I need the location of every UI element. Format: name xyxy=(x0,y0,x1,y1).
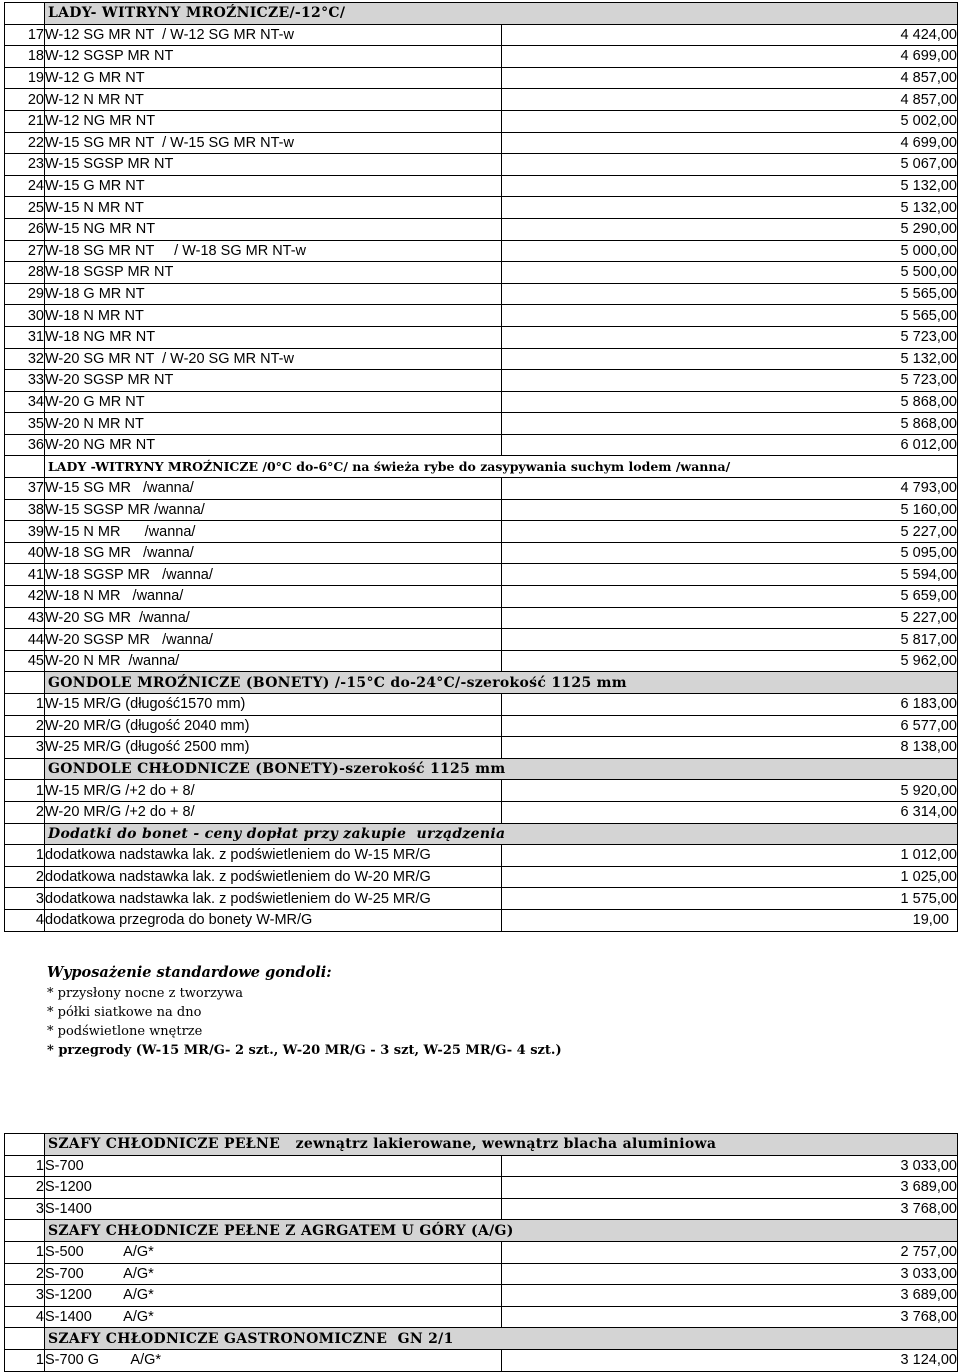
item-name: W-20 SG MR /wanna/ xyxy=(45,607,502,629)
item-price: 19,00 xyxy=(501,909,958,931)
item-name: W-18 SGSP MR NT xyxy=(45,262,502,284)
table-row xyxy=(5,888,958,910)
item-price: 5 067,00 xyxy=(501,154,958,176)
item-number: 3 xyxy=(5,888,45,910)
item-number: 1 xyxy=(5,1349,45,1371)
item-price: 5 000,00 xyxy=(501,240,958,262)
item-name: W-20 SGSP MR /wanna/ xyxy=(45,629,502,651)
table-row xyxy=(5,240,958,262)
table-row xyxy=(5,326,958,348)
section-header-blank xyxy=(5,456,45,478)
table-row xyxy=(5,694,958,716)
section-header-row xyxy=(5,1220,958,1242)
item-name: W-25 MR/G (długość 2500 mm) xyxy=(45,737,502,759)
item-price: 4 857,00 xyxy=(501,89,958,111)
item-number: 30 xyxy=(5,305,45,327)
item-price: 4 857,00 xyxy=(501,67,958,89)
table-row xyxy=(5,478,958,500)
item-price: 5 160,00 xyxy=(501,499,958,521)
item-price: 5 868,00 xyxy=(501,413,958,435)
item-number: 25 xyxy=(5,197,45,219)
section-title: GONDOLE MROŹNICZE (BONETY) /-15°C do-24°C/-szerokość 1125 mm xyxy=(45,672,958,694)
item-price: 5 817,00 xyxy=(501,629,958,651)
standard-equipment-notes xyxy=(47,964,562,1062)
table-row xyxy=(5,89,958,111)
section-header-blank xyxy=(5,672,45,694)
item-name: dodatkowa nadstawka lak. z podświetleniem do W-15 MR/G xyxy=(45,845,502,867)
section-title: Dodatki do bonet - ceny dopłat przy zakupie urządzenia xyxy=(45,823,958,845)
table-row xyxy=(5,629,958,651)
table-row xyxy=(5,1241,958,1263)
item-name: dodatkowa nadstawka lak. z podświetleniem do W-20 MR/G xyxy=(45,866,502,888)
item-number: 2 xyxy=(5,1263,45,1285)
item-number: 2 xyxy=(5,866,45,888)
item-price: 3 124,00 xyxy=(501,1349,958,1371)
table-row xyxy=(5,434,958,456)
item-number: 43 xyxy=(5,607,45,629)
section-header-row xyxy=(5,3,958,25)
item-price: 5 227,00 xyxy=(501,607,958,629)
section-header-row xyxy=(5,758,958,780)
item-name: W-15 N MR /wanna/ xyxy=(45,521,502,543)
table-row xyxy=(5,1349,958,1371)
section-header-blank xyxy=(5,1328,45,1350)
item-price: 3 689,00 xyxy=(501,1177,958,1199)
item-number: 41 xyxy=(5,564,45,586)
notes-line: * podświetlone wnętrze xyxy=(47,1024,203,1039)
table-row xyxy=(5,218,958,240)
item-number: 22 xyxy=(5,132,45,154)
item-price: 5 095,00 xyxy=(501,542,958,564)
item-price: 5 962,00 xyxy=(501,650,958,672)
item-name: W-15 MR/G /+2 do + 8/ xyxy=(45,780,502,802)
item-price: 5 723,00 xyxy=(501,370,958,392)
item-number: 1 xyxy=(5,780,45,802)
section-title: SZAFY CHŁODNICZE PEŁNE zewnątrz lakierowane, wewnątrz blacha aluminiowa xyxy=(45,1134,958,1156)
item-number: 2 xyxy=(5,801,45,823)
item-name: S-1200 xyxy=(45,1177,502,1199)
item-name: W-15 NG MR NT xyxy=(45,218,502,240)
item-name: W-15 SG MR NT / W-15 SG MR NT-w xyxy=(45,132,502,154)
item-name: W-12 SGSP MR NT xyxy=(45,46,502,68)
item-number: 1 xyxy=(5,845,45,867)
item-number: 34 xyxy=(5,391,45,413)
table-row xyxy=(5,262,958,284)
item-price: 6 314,00 xyxy=(501,801,958,823)
notes-title: Wyposażenie standardowe gondoli: xyxy=(47,964,332,981)
table-row xyxy=(5,1177,958,1199)
notes-line: * przysłony nocne z tworzywa xyxy=(47,986,244,1001)
table-row xyxy=(5,413,958,435)
table-row xyxy=(5,1306,958,1328)
notes-line: * przegrody (W-15 MR/G- 2 szt., W-20 MR/G - 3 szt, W-25 MR/G- 4 szt.) xyxy=(47,1043,562,1058)
item-price: 5 132,00 xyxy=(501,175,958,197)
item-price: 4 793,00 xyxy=(501,478,958,500)
item-name: W-18 SGSP MR /wanna/ xyxy=(45,564,502,586)
table-row xyxy=(5,1198,958,1220)
item-price: 5 659,00 xyxy=(501,586,958,608)
item-price: 4 699,00 xyxy=(501,132,958,154)
item-number: 36 xyxy=(5,434,45,456)
section-header-row xyxy=(5,1134,958,1156)
table-row xyxy=(5,737,958,759)
item-name: W-15 SG MR /wanna/ xyxy=(45,478,502,500)
item-number: 31 xyxy=(5,326,45,348)
item-price: 5 227,00 xyxy=(501,521,958,543)
notes-line: * półki siatkowe na dno xyxy=(47,1005,202,1020)
item-name: W-18 NG MR NT xyxy=(45,326,502,348)
item-name: W-15 SGSP MR NT xyxy=(45,154,502,176)
item-number: 45 xyxy=(5,650,45,672)
item-price: 1 025,00 xyxy=(501,866,958,888)
table-row xyxy=(5,564,958,586)
item-price: 5 132,00 xyxy=(501,348,958,370)
table-row xyxy=(5,370,958,392)
item-price: 5 500,00 xyxy=(501,262,958,284)
item-name: S-1400 xyxy=(45,1198,502,1220)
item-price: 8 138,00 xyxy=(501,737,958,759)
item-number: 2 xyxy=(5,715,45,737)
table-row xyxy=(5,780,958,802)
section-title: GONDOLE CHŁODNICZE (BONETY)-szerokość 1125 mm xyxy=(45,758,958,780)
item-price: 3 033,00 xyxy=(501,1263,958,1285)
table-row xyxy=(5,499,958,521)
item-name: W-20 NG MR NT xyxy=(45,434,502,456)
item-price: 6 183,00 xyxy=(501,694,958,716)
section-title: LADY- WITRYNY MROŹNICZE/-12°C/ xyxy=(45,3,958,25)
section-header-row xyxy=(5,456,958,478)
section-header-row xyxy=(5,672,958,694)
item-price: 5 565,00 xyxy=(501,305,958,327)
item-number: 4 xyxy=(5,1306,45,1328)
item-price: 5 868,00 xyxy=(501,391,958,413)
table-row xyxy=(5,175,958,197)
item-name: S-700 G A/G* xyxy=(45,1349,502,1371)
item-price: 1 012,00 xyxy=(501,845,958,867)
table-row xyxy=(5,909,958,931)
item-name: S-500 A/G* xyxy=(45,1241,502,1263)
item-price: 5 723,00 xyxy=(501,326,958,348)
item-number: 19 xyxy=(5,67,45,89)
item-name: dodatkowa nadstawka lak. z podświetleniem do W-25 MR/G xyxy=(45,888,502,910)
item-number: 35 xyxy=(5,413,45,435)
item-price: 4 424,00 xyxy=(501,24,958,46)
item-number: 26 xyxy=(5,218,45,240)
item-name: W-15 SGSP MR /wanna/ xyxy=(45,499,502,521)
item-name: W-12 N MR NT xyxy=(45,89,502,111)
item-number: 4 xyxy=(5,909,45,931)
item-name: W-18 G MR NT xyxy=(45,283,502,305)
item-number: 3 xyxy=(5,737,45,759)
item-name: W-20 G MR NT xyxy=(45,391,502,413)
item-name: W-18 SG MR /wanna/ xyxy=(45,542,502,564)
table-row xyxy=(5,1285,958,1307)
item-price: 6 012,00 xyxy=(501,434,958,456)
item-name: W-18 N MR /wanna/ xyxy=(45,586,502,608)
table-row xyxy=(5,67,958,89)
table-row xyxy=(5,197,958,219)
section-title: SZAFY CHŁODNICZE GASTRONOMICZNE GN 2/1 xyxy=(45,1328,958,1350)
table-row xyxy=(5,24,958,46)
item-name: S-700 xyxy=(45,1155,502,1177)
table-row xyxy=(5,607,958,629)
table-row xyxy=(5,283,958,305)
item-name: W-12 NG MR NT xyxy=(45,110,502,132)
item-name: W-18 SG MR NT / W-18 SG MR NT-w xyxy=(45,240,502,262)
price-table-cabinets xyxy=(4,1133,958,1372)
item-number: 28 xyxy=(5,262,45,284)
item-number: 42 xyxy=(5,586,45,608)
item-price: 5 565,00 xyxy=(501,283,958,305)
table-row xyxy=(5,866,958,888)
table-row xyxy=(5,586,958,608)
item-number: 1 xyxy=(5,694,45,716)
table-row xyxy=(5,1263,958,1285)
table-row xyxy=(5,542,958,564)
table-row xyxy=(5,132,958,154)
item-number: 40 xyxy=(5,542,45,564)
item-number: 37 xyxy=(5,478,45,500)
section-header-blank xyxy=(5,3,45,25)
table-row xyxy=(5,348,958,370)
section-header-row xyxy=(5,823,958,845)
table-row xyxy=(5,391,958,413)
item-number: 20 xyxy=(5,89,45,111)
item-number: 27 xyxy=(5,240,45,262)
item-name: W-15 MR/G (długość1570 mm) xyxy=(45,694,502,716)
section-header-blank xyxy=(5,758,45,780)
item-name: dodatkowa przegroda do bonety W-MR/G xyxy=(45,909,502,931)
section-header-blank xyxy=(5,823,45,845)
item-price: 3 033,00 xyxy=(501,1155,958,1177)
item-number: 1 xyxy=(5,1155,45,1177)
table-row xyxy=(5,154,958,176)
item-price: 3 768,00 xyxy=(501,1306,958,1328)
item-number: 39 xyxy=(5,521,45,543)
item-number: 17 xyxy=(5,24,45,46)
item-name: S-1200 A/G* xyxy=(45,1285,502,1307)
section-header-blank xyxy=(5,1134,45,1156)
item-price: 5 290,00 xyxy=(501,218,958,240)
item-price: 3 768,00 xyxy=(501,1198,958,1220)
item-price: 2 757,00 xyxy=(501,1241,958,1263)
item-number: 3 xyxy=(5,1198,45,1220)
section-header-row xyxy=(5,1328,958,1350)
item-price: 5 002,00 xyxy=(501,110,958,132)
price-table-freezers xyxy=(4,2,958,932)
item-name: W-20 N MR NT xyxy=(45,413,502,435)
item-number: 29 xyxy=(5,283,45,305)
item-number: 21 xyxy=(5,110,45,132)
section-header-blank xyxy=(5,1220,45,1242)
section-title: LADY -WITRYNY MROŹNICZE /0°C do-6°C/ na świeża rybe do zasypywania suchym lodem /wanna/ xyxy=(45,456,958,478)
item-name: S-1400 A/G* xyxy=(45,1306,502,1328)
item-name: W-18 N MR NT xyxy=(45,305,502,327)
item-name: W-20 SGSP MR NT xyxy=(45,370,502,392)
item-number: 1 xyxy=(5,1241,45,1263)
item-number: 33 xyxy=(5,370,45,392)
item-name: W-20 MR/G /+2 do + 8/ xyxy=(45,801,502,823)
item-number: 2 xyxy=(5,1177,45,1199)
item-price: 4 699,00 xyxy=(501,46,958,68)
item-price: 1 575,00 xyxy=(501,888,958,910)
item-number: 23 xyxy=(5,154,45,176)
table-row xyxy=(5,521,958,543)
item-number: 44 xyxy=(5,629,45,651)
table-row xyxy=(5,650,958,672)
item-price: 6 577,00 xyxy=(501,715,958,737)
item-number: 18 xyxy=(5,46,45,68)
item-name: S-700 A/G* xyxy=(45,1263,502,1285)
item-number: 32 xyxy=(5,348,45,370)
item-price: 5 594,00 xyxy=(501,564,958,586)
item-price: 5 132,00 xyxy=(501,197,958,219)
table-row xyxy=(5,1155,958,1177)
item-name: W-20 MR/G (długość 2040 mm) xyxy=(45,715,502,737)
item-number: 3 xyxy=(5,1285,45,1307)
item-price: 3 689,00 xyxy=(501,1285,958,1307)
section-title: SZAFY CHŁODNICZE PEŁNE Z AGRGATEM U GÓRY (A/G) xyxy=(45,1220,958,1242)
item-name: W-15 G MR NT xyxy=(45,175,502,197)
item-name: W-12 G MR NT xyxy=(45,67,502,89)
item-price: 5 920,00 xyxy=(501,780,958,802)
item-name: W-15 N MR NT xyxy=(45,197,502,219)
table-row xyxy=(5,845,958,867)
item-number: 38 xyxy=(5,499,45,521)
table-row xyxy=(5,46,958,68)
item-name: W-12 SG MR NT / W-12 SG MR NT-w xyxy=(45,24,502,46)
table-row xyxy=(5,110,958,132)
table-row xyxy=(5,305,958,327)
table-row xyxy=(5,801,958,823)
item-number: 24 xyxy=(5,175,45,197)
item-name: W-20 SG MR NT / W-20 SG MR NT-w xyxy=(45,348,502,370)
item-name: W-20 N MR /wanna/ xyxy=(45,650,502,672)
table-row xyxy=(5,715,958,737)
